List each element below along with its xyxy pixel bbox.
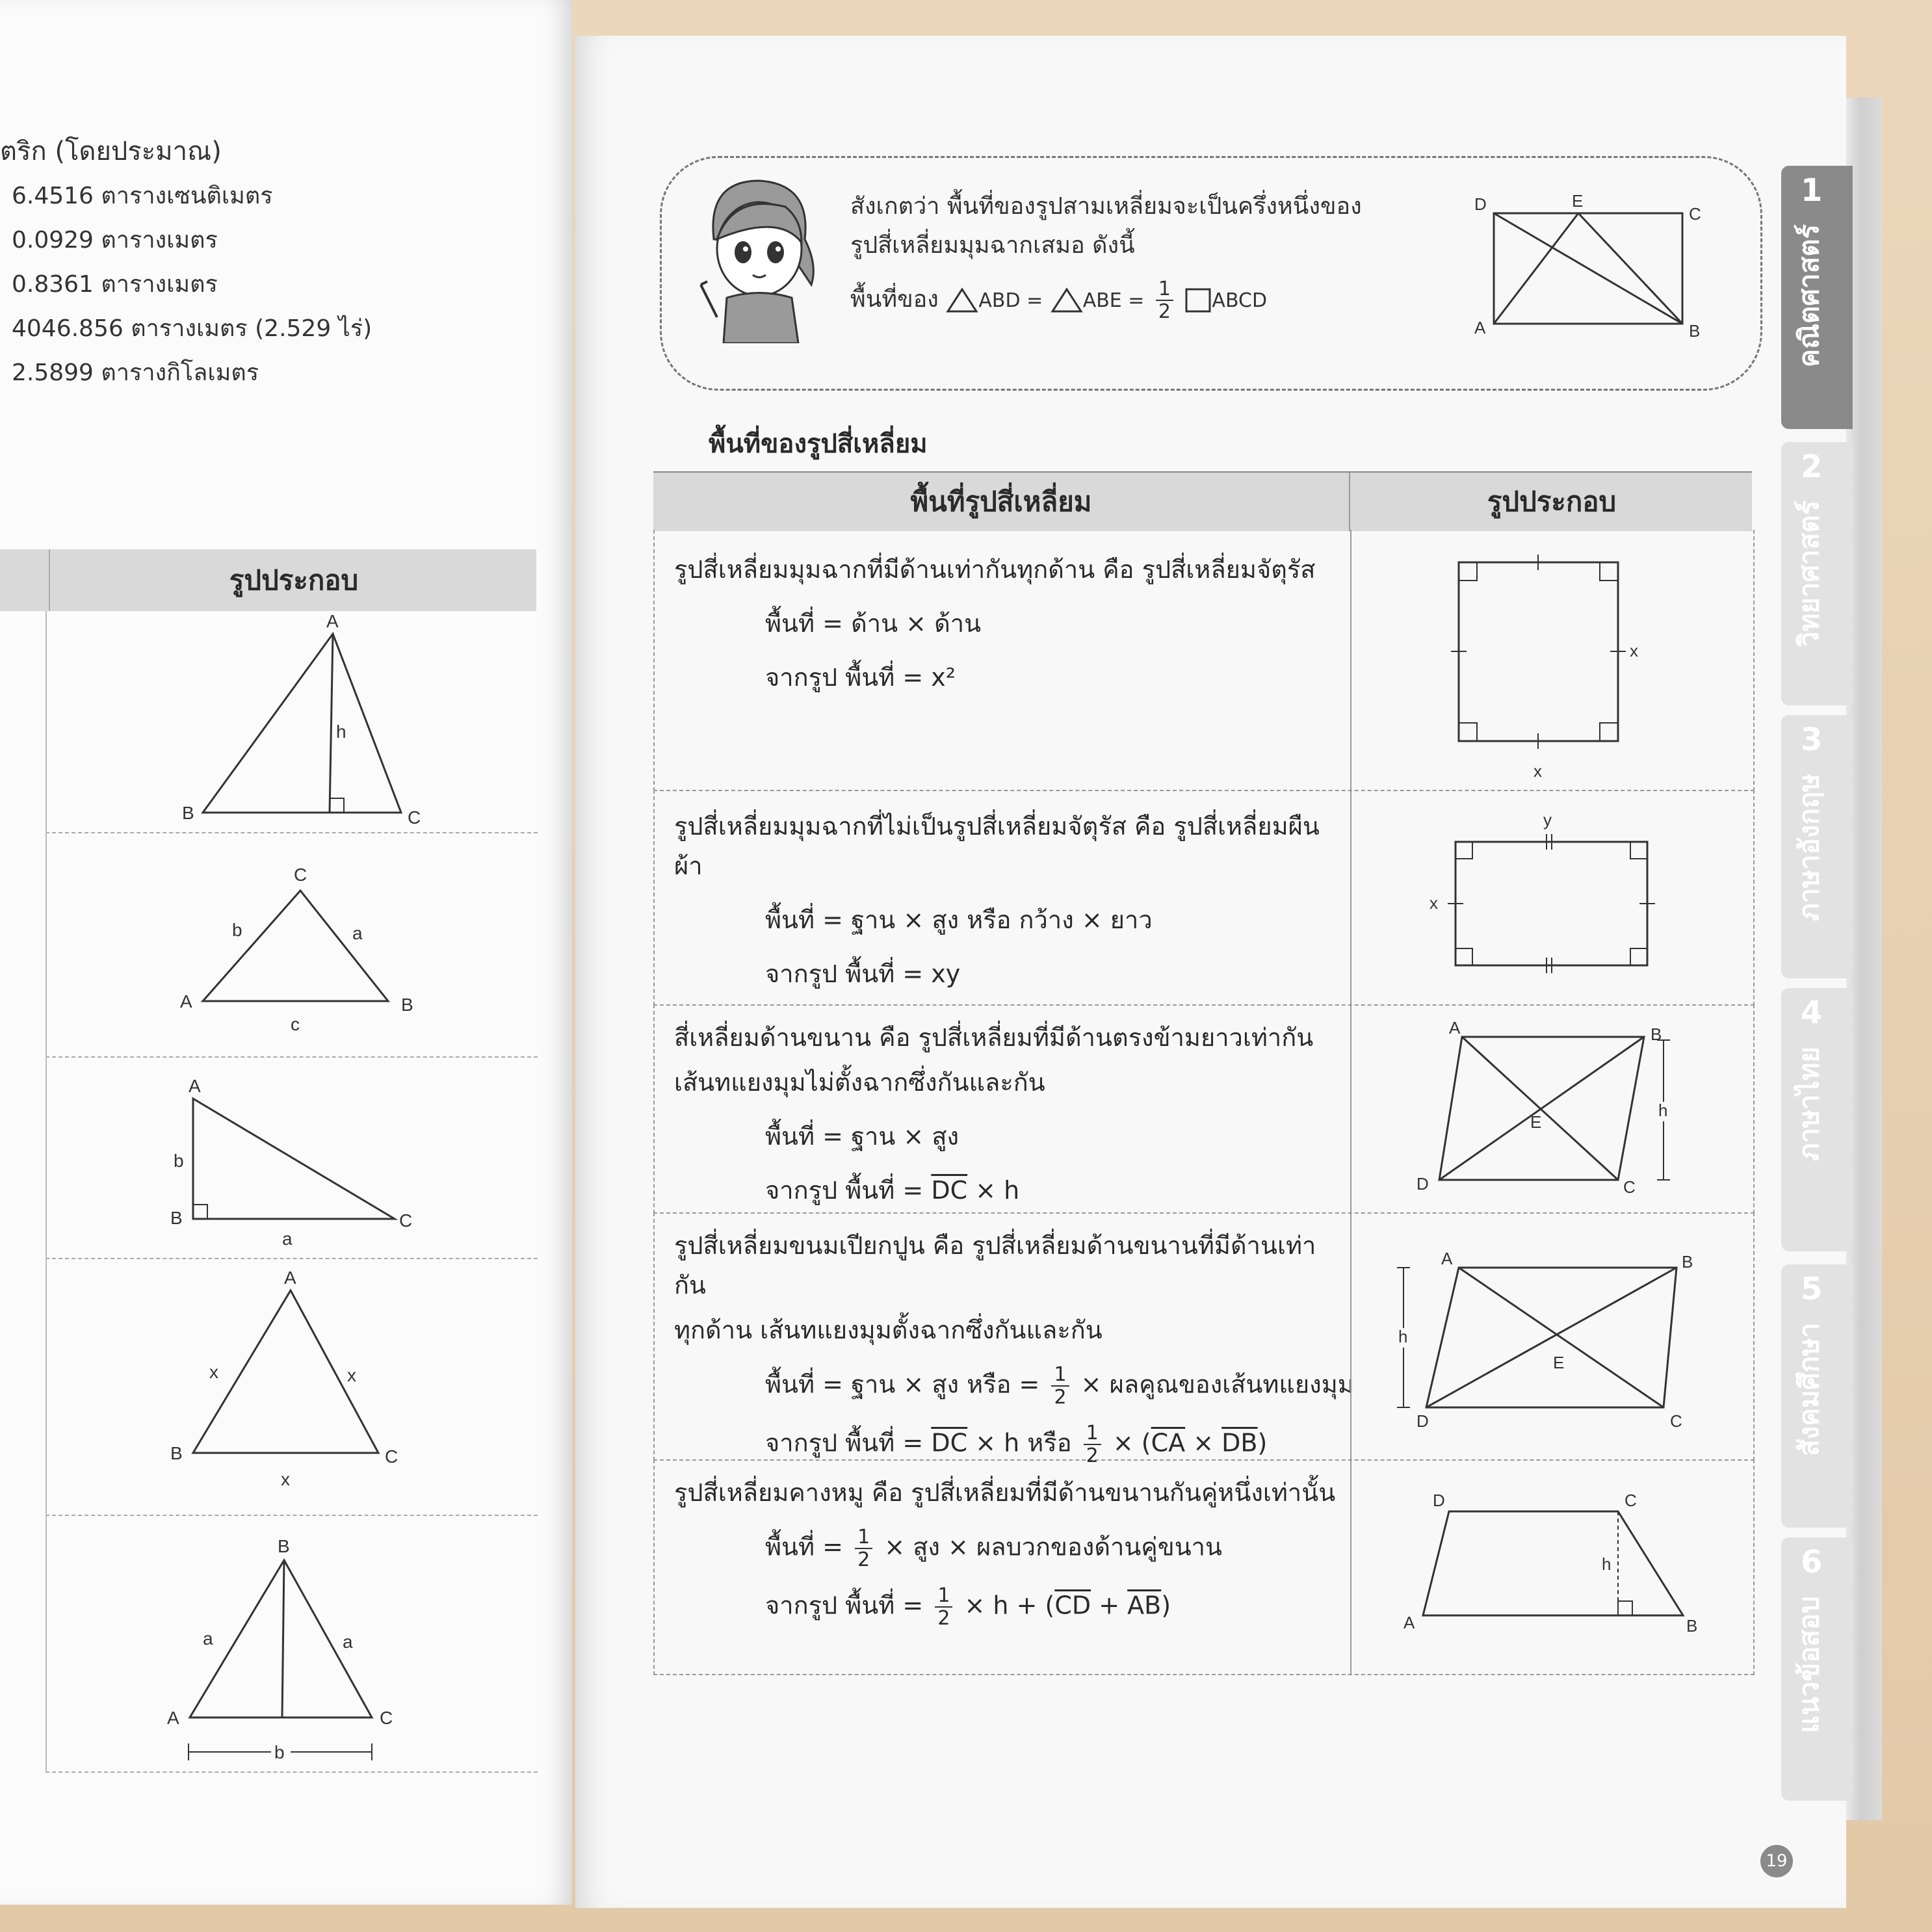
svg-text:A: A <box>284 1268 296 1288</box>
rhombus-description-2: ทุกด้าน เส้นทแยงมุมตั้งฉากซึ่งกันและกัน <box>674 1316 1103 1344</box>
page-number: 19 <box>1760 1845 1793 1877</box>
tab-science[interactable]: 2 วิทยาศาสตร์ <box>1781 442 1853 705</box>
svg-text:h: h <box>1602 1554 1612 1574</box>
rectangle-row <box>653 790 1755 1006</box>
trapezoid-example-formula: จากรูป พื้นที่ = $\frac{1}{2}$ × $h + (\overline{CD} + \overline{AB})$ <box>765 1584 1171 1630</box>
parallelogram-row <box>653 1004 1755 1214</box>
svg-text:A: A <box>326 611 339 631</box>
svg-text:a: a <box>352 923 363 943</box>
tab-exam-practice[interactable]: 6 แนวข้อสอบ <box>1781 1537 1853 1801</box>
conversion-line: 2.5899 ตารางกิโลเมตร <box>12 359 259 386</box>
trapezoid-description: รูปสี่เหลี่ยมคางหมู คือ รูปสี่เหลี่ยมที่มีด้านขนานกันคู่หนึ่งเท่านั้น <box>674 1478 1336 1507</box>
triangle-abd: ABD = <box>978 289 1043 312</box>
svg-text:B: B <box>1682 1252 1693 1272</box>
rectangle-abcd-figure <box>1468 187 1715 356</box>
triangle-table <box>0 549 536 1771</box>
svg-text:B: B <box>278 1536 290 1556</box>
svg-text:h: h <box>1658 1101 1668 1120</box>
svg-text:D: D <box>1474 194 1487 214</box>
svg-text:x: x <box>281 1469 290 1489</box>
square-row <box>653 530 1755 791</box>
rhombus-area-formula: พื้นที่ = ฐาน × สูง หรือ = $\frac{1}{2}$ × ผลคูณของเส้นทแยงมุม <box>765 1363 1354 1409</box>
svg-text:A: A <box>1403 1613 1415 1632</box>
conversion-line: 0.0929 ตารางเมตร <box>12 227 218 254</box>
triangle-table-header <box>0 549 536 611</box>
isosceles-triangle-figure <box>46 1515 538 1773</box>
svg-text:h: h <box>336 722 346 742</box>
square-description: รูปสี่เหลี่ยมมุมฉากที่มีด้านเท่ากันทุกด้าน คือ รูปสี่เหลี่ยมจัตุรัส <box>674 555 1316 584</box>
tab-mathematics[interactable]: 1 คณิตศาสตร์ <box>1781 166 1853 429</box>
svg-text:B: B <box>182 803 194 823</box>
square-area-formula: พื้นที่ = ด้าน × ด้าน <box>765 609 982 638</box>
svg-text:E: E <box>1572 191 1584 211</box>
tab-thai[interactable]: 4 ภาษาไทย <box>1781 988 1853 1251</box>
rhombus-example-formula: จากรูป พื้นที่ = $\overline{DC} \times h$ หรือ $\frac{1}{2}$ × $(\overline{CA} \times \overline{DB})$ <box>765 1422 1268 1467</box>
svg-text:x: x <box>1630 641 1638 660</box>
svg-text:C: C <box>380 1708 393 1728</box>
rectangle-abcd: ABCD <box>1212 289 1268 312</box>
rectangle-area-formula: พื้นที่ = ฐาน × สูง หรือ กว้าง × ยาว <box>765 906 1153 934</box>
svg-text:B: B <box>170 1443 183 1463</box>
svg-text:x: x <box>209 1362 218 1382</box>
svg-text:c: c <box>291 1014 300 1034</box>
svg-text:D: D <box>1433 1491 1445 1510</box>
conversion-line: 6.4516 ตารางเซนติเมตร <box>12 183 273 209</box>
trapezoid-area-formula: พื้นที่ = $\frac{1}{2}$ × สูง × ผลบวกของด้านคู่ขนาน <box>765 1526 1222 1571</box>
svg-text:C: C <box>1689 204 1701 224</box>
triangle-abc-figure <box>46 832 538 1058</box>
conversion-heading: ตริก (โดยประมาณ) <box>0 137 222 166</box>
square-figure <box>1350 530 1755 790</box>
svg-text:C: C <box>1625 1491 1637 1510</box>
rectangle-description: รูปสี่เหลี่ยมมุมฉากที่ไม่เป็นรูปสี่เหลี่ยมจัตุรัส คือ รูปสี่เหลี่ยมผืนผ้า <box>674 812 1320 880</box>
svg-text:D: D <box>1416 1411 1429 1431</box>
svg-text:B: B <box>1689 321 1701 341</box>
svg-text:b: b <box>232 920 242 940</box>
rectangle-icon <box>1184 287 1212 313</box>
right-triangle-figure <box>46 1056 538 1259</box>
formula-prefix: พื้นที่ของ <box>850 286 939 313</box>
svg-text:C: C <box>408 807 421 828</box>
svg-text:B: B <box>401 995 413 1015</box>
equilateral-triangle-figure <box>46 1258 538 1516</box>
conversion-line: 0.8361 ตารางเมตร <box>12 271 218 298</box>
half-fraction: $\frac{1}{2}$ <box>1051 1364 1069 1408</box>
svg-text:x: x <box>1534 761 1542 781</box>
callout-line-2: รูปสี่เหลี่ยมมุมฉากเสมอ ดังนี้ <box>850 232 1135 259</box>
left-page <box>0 0 572 1905</box>
half-fraction: $\frac{1}{2}$ <box>1156 278 1173 322</box>
rhombus-row <box>653 1212 1755 1467</box>
girl-mascot-icon <box>688 168 824 343</box>
half-fraction: $\frac{1}{2}$ <box>1084 1422 1101 1467</box>
callout-formula <box>850 278 1267 322</box>
svg-text:A: A <box>167 1708 179 1728</box>
parallelogram-figure <box>1350 1004 1755 1212</box>
svg-text:E: E <box>1530 1112 1542 1132</box>
area-column-header: พื้นที่รูปสี่เหลี่ยม <box>910 486 1092 517</box>
conversion-line: 4046.856 ตารางเมตร (2.529 ไร่) <box>12 315 372 342</box>
parallelogram-example-formula: จากรูป พื้นที่ = $\overline{DC} \times h$ <box>765 1176 1020 1205</box>
svg-text:A: A <box>1449 1018 1461 1038</box>
parallelogram-area-formula: พื้นที่ = ฐาน × สูง <box>765 1122 959 1151</box>
rectangle-figure <box>1350 790 1755 1004</box>
svg-text:A: A <box>180 991 192 1012</box>
callout-line-1: สังเกตว่า พื้นที่ของรูปสามเหลี่ยมจะเป็นครึ่งหนึ่งของ <box>850 193 1362 220</box>
svg-text:a: a <box>343 1632 353 1652</box>
svg-text:C: C <box>1623 1177 1636 1197</box>
tip-callout <box>660 156 1762 391</box>
trapezoid-row <box>653 1459 1755 1675</box>
svg-text:A: A <box>1441 1249 1453 1268</box>
rhombus-figure <box>1350 1212 1755 1459</box>
svg-text:B: B <box>1686 1616 1698 1636</box>
svg-text:A: A <box>189 1076 201 1096</box>
half-fraction: $\frac{1}{2}$ <box>935 1585 952 1629</box>
svg-text:a: a <box>203 1628 213 1649</box>
svg-text:b: b <box>274 1742 285 1762</box>
svg-text:C: C <box>294 865 307 885</box>
figure-column-header: รูปประกอบ <box>49 549 538 611</box>
triangle-height-figure <box>46 611 538 833</box>
tab-social-studies[interactable]: 5 สังคมศึกษา <box>1781 1264 1853 1528</box>
svg-text:E: E <box>1553 1353 1565 1372</box>
svg-text:x: x <box>1429 893 1438 913</box>
tab-english[interactable]: 3 ภาษาอังกฤษ <box>1781 715 1853 978</box>
triangle-icon <box>1051 287 1083 313</box>
triangle-abe: ABE = <box>1082 289 1145 312</box>
quadrilateral-table-header <box>653 471 1752 531</box>
svg-text:A: A <box>1474 318 1486 337</box>
svg-text:D: D <box>1416 1174 1429 1194</box>
svg-text:b: b <box>174 1151 184 1171</box>
figure-column-header: รูปประกอบ <box>1349 473 1753 531</box>
half-fraction: $\frac{1}{2}$ <box>855 1526 872 1571</box>
svg-text:B: B <box>170 1208 183 1228</box>
svg-text:C: C <box>1670 1411 1682 1431</box>
parallelogram-description-1: สี่เหลี่ยมด้านขนาน คือ รูปสี่เหลี่ยมที่มีด้านตรงข้ามยาวเท่ากัน <box>674 1023 1314 1052</box>
svg-text:x: x <box>347 1365 356 1385</box>
triangle-icon <box>946 287 978 313</box>
svg-text:B: B <box>1651 1025 1662 1044</box>
rectangle-example-formula: จากรูป พื้นที่ = xy <box>765 959 961 988</box>
square-example-formula: จากรูป พื้นที่ = x² <box>765 663 956 692</box>
svg-text:C: C <box>385 1446 398 1467</box>
section-title: พื้นที่ของรูปสี่เหลี่ยม <box>709 429 928 459</box>
svg-text:a: a <box>282 1229 293 1249</box>
parallelogram-description-2: เส้นทแยงมุมไม่ตั้งฉากซึ่งกันและกัน <box>674 1068 1045 1097</box>
svg-text:h: h <box>1398 1327 1408 1346</box>
svg-text:y: y <box>1543 810 1552 829</box>
rhombus-description-1: รูปสี่เหลี่ยมขนมเปียกปูน คือ รูปสี่เหลี่ยมด้านขนานที่มีด้านเท่ากัน <box>674 1231 1316 1299</box>
svg-text:C: C <box>399 1210 413 1231</box>
trapezoid-figure <box>1350 1459 1755 1674</box>
